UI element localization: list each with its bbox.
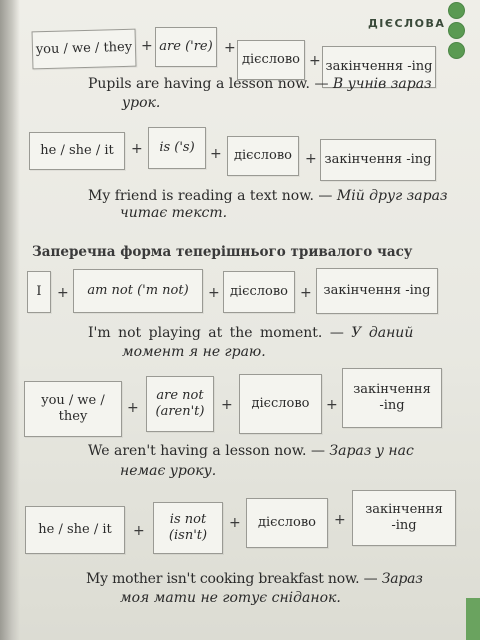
green-dot-icon: [448, 42, 465, 59]
section-marker-dots: [448, 2, 468, 62]
example-english: My mother isn't cooking breakfast now.: [86, 571, 360, 587]
example-translation: Зараз у нас: [329, 443, 414, 459]
dash: —: [329, 325, 344, 341]
plus-sign: +: [309, 53, 321, 69]
plus-sign: +: [208, 285, 220, 301]
verb-box: дієслово: [237, 40, 305, 80]
example-english: We aren't having a lesson now.: [88, 443, 307, 459]
subject-box: you / we / they: [24, 381, 122, 437]
negative-form-heading: Заперечна форма теперішнього тривалого часу: [32, 244, 413, 260]
example-translation-cont: читає текст.: [120, 205, 228, 221]
verb-box: дієслово: [246, 498, 328, 548]
dash: —: [310, 443, 325, 459]
subject-box: I: [27, 271, 51, 313]
ending-box: закінчення -ing: [352, 490, 456, 546]
subject-box: you / we / they: [32, 29, 137, 70]
ending-box: закінчення -ing: [316, 268, 438, 314]
example-translation: Мій друг зараз: [336, 188, 448, 204]
auxiliary-box: are not (aren't): [146, 376, 214, 432]
dash: —: [318, 188, 333, 204]
dash: —: [314, 76, 329, 92]
example-english: I'm not playing at the moment.: [88, 325, 323, 341]
subject-box: he / she / it: [25, 506, 125, 554]
auxiliary-box: are ('re): [155, 27, 217, 67]
plus-sign: +: [300, 285, 312, 301]
plus-sign: +: [57, 285, 69, 301]
example-translation-cont: урок.: [122, 95, 161, 111]
example-english: My friend is reading a text now.: [88, 188, 314, 204]
plus-sign: +: [224, 40, 236, 56]
plus-sign: +: [127, 400, 139, 416]
plus-sign: +: [334, 512, 346, 528]
page-spine-shadow: [0, 0, 20, 640]
example-translation: Зараз: [381, 571, 423, 587]
auxiliary-box: am not ('m not): [73, 269, 203, 313]
auxiliary-box: is ('s): [148, 127, 206, 169]
section-label: ДІЄСЛОВА: [368, 17, 446, 30]
plus-sign: +: [131, 141, 143, 157]
example-english: Pupils are having a lesson now.: [88, 76, 310, 92]
plus-sign: +: [141, 38, 153, 54]
verb-box: дієслово: [239, 374, 322, 434]
verb-box: дієслово: [227, 136, 299, 176]
example-translation: В учнів зараз: [332, 76, 432, 92]
plus-sign: +: [210, 146, 222, 162]
ending-box: закінчення -ing: [342, 368, 442, 428]
verb-box: дієслово: [223, 271, 295, 313]
plus-sign: +: [221, 397, 233, 413]
dash: —: [363, 571, 378, 587]
green-dot-icon: [448, 22, 465, 39]
ending-box: закінчення -ing: [320, 139, 436, 181]
plus-sign: +: [305, 151, 317, 167]
plus-sign: +: [133, 523, 145, 539]
ending-box: закінчення -ing: [322, 46, 436, 88]
example-translation-cont: момент я не граю.: [122, 344, 266, 360]
plus-sign: +: [229, 515, 241, 531]
subject-box: he / she / it: [29, 132, 125, 170]
plus-sign: +: [326, 397, 338, 413]
example-translation-cont: немає уроку.: [120, 463, 217, 479]
chapter-side-tab: [466, 598, 480, 640]
green-dot-icon: [448, 2, 465, 19]
auxiliary-box: is not (isn't): [153, 502, 223, 554]
example-translation: У даний: [351, 325, 414, 341]
example-translation-cont: моя мати не готує сніданок.: [120, 590, 341, 606]
